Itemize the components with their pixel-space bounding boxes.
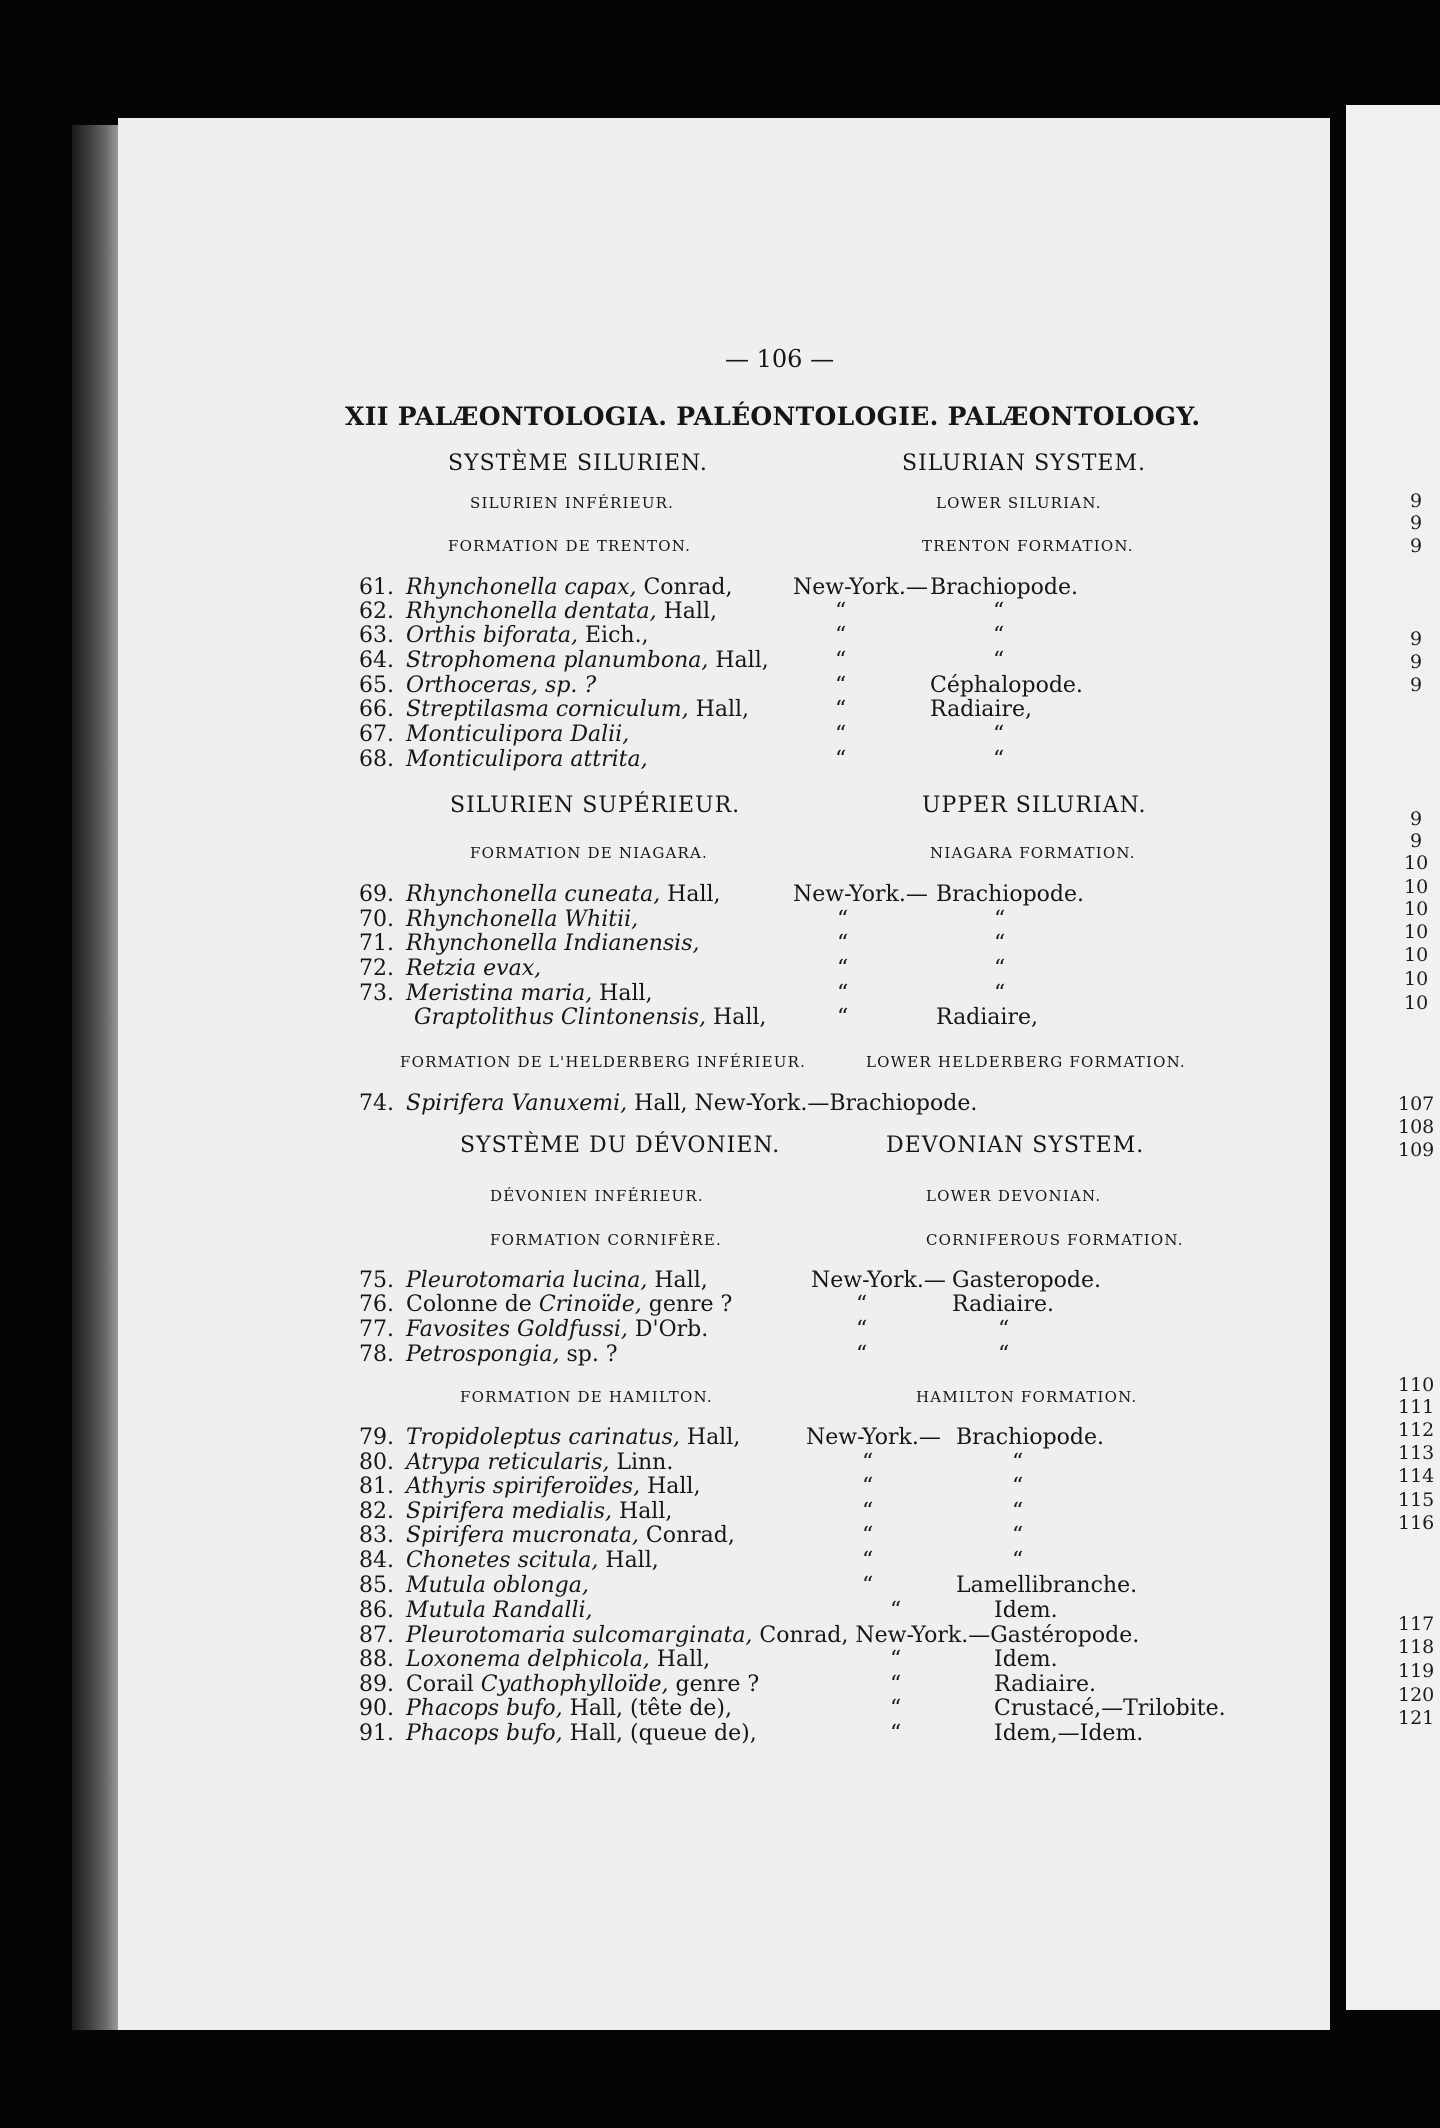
entry-locality: “ xyxy=(856,1292,868,1317)
adjacent-page-number: 10 xyxy=(1404,992,1429,1014)
species-name: Colonne de xyxy=(406,1292,539,1317)
adjacent-page-number: 110 xyxy=(1398,1374,1435,1396)
entry-number: 63. xyxy=(359,623,394,648)
entry-species xyxy=(406,1091,977,1117)
section-heading-en: DEVONIAN SYSTEM. xyxy=(886,1133,1145,1158)
entry-number: 90. xyxy=(359,1696,394,1721)
adjacent-page-number: 10 xyxy=(1404,968,1429,990)
adjacent-page-number: 118 xyxy=(1398,1636,1435,1658)
entry-number: 66. xyxy=(359,697,394,722)
adjacent-page-number: 120 xyxy=(1398,1684,1435,1706)
species-name: Favosites Goldfussi, xyxy=(406,1317,628,1342)
entry-number: 79. xyxy=(359,1425,394,1450)
entry-classification: Idem. xyxy=(994,1598,1058,1623)
subsection-heading-fr: FORMATION CORNIFÈRE. xyxy=(490,1231,722,1249)
section-heading-fr: SYSTÈME SILURIEN. xyxy=(448,451,708,476)
entry-locality: New-York.— xyxy=(793,575,928,600)
entry-locality: “ xyxy=(890,1672,902,1697)
adjacent-page-number: 114 xyxy=(1398,1465,1435,1487)
subsection-heading-fr: SILURIEN INFÉRIEUR. xyxy=(470,494,675,512)
entry-number: 81. xyxy=(359,1474,394,1499)
species-name: Rhynchonella capax, xyxy=(406,575,637,600)
species-author: Hall, xyxy=(649,1647,711,1672)
entry-species xyxy=(406,1721,757,1747)
entry-classification: “ xyxy=(998,1342,1010,1367)
entry-classification: “ xyxy=(1012,1499,1024,1524)
entry-locality: “ xyxy=(835,673,847,698)
species-author: Hall, xyxy=(706,1005,767,1030)
book-page xyxy=(118,118,1330,2030)
subsection-heading-fr: FORMATION DE L'HELDERBERG INFÉRIEUR. xyxy=(400,1053,807,1071)
species-name: Petrospongia, xyxy=(406,1342,560,1367)
entry-species xyxy=(406,1523,735,1549)
section-heading-fr: SYSTÈME DU DÉVONIEN. xyxy=(460,1133,781,1158)
species-name: Phacops bufo, xyxy=(406,1721,563,1746)
entry-locality: “ xyxy=(835,747,847,772)
species-name: Monticulipora Dalii, xyxy=(406,722,630,747)
entry-classification: Gasteropode. xyxy=(952,1268,1102,1293)
species-author: Hall, xyxy=(679,1425,741,1450)
species-author: sp. ? xyxy=(559,1342,618,1367)
entry-locality: “ xyxy=(835,648,847,673)
entry-locality: New-York.— xyxy=(811,1268,946,1293)
entry-classification: “ xyxy=(993,747,1005,772)
entry-species xyxy=(406,956,541,982)
species-author: Hall, xyxy=(660,882,721,907)
entry-locality: “ xyxy=(835,623,847,648)
entry-number: 68. xyxy=(359,747,394,772)
entry-species xyxy=(406,931,700,957)
section-heading-fr: SILURIEN SUPÉRIEUR. xyxy=(450,793,741,818)
species-author: Conrad, xyxy=(636,575,733,600)
entry-species xyxy=(406,1696,732,1722)
entry-number: 69. xyxy=(359,882,394,907)
entry-species xyxy=(406,673,596,699)
section-heading-en: SILURIAN SYSTEM. xyxy=(902,451,1147,476)
entry-locality: “ xyxy=(856,1342,868,1367)
adjacent-page-number: 119 xyxy=(1398,1660,1435,1682)
entry-classification: “ xyxy=(993,599,1005,624)
entry-number: 77. xyxy=(359,1317,394,1342)
adjacent-page-number: 111 xyxy=(1398,1396,1435,1418)
entry-species xyxy=(406,697,749,723)
adjacent-page-number: 115 xyxy=(1398,1489,1435,1511)
entry-number: 78. xyxy=(359,1342,394,1367)
entry-species xyxy=(406,1317,708,1343)
species-name: Tropidoleptus carinatus, xyxy=(406,1425,680,1450)
entry-species xyxy=(406,1292,732,1318)
entry-locality: “ xyxy=(862,1499,874,1524)
species-name-italic: Crinoïde, xyxy=(538,1292,642,1317)
entry-locality: “ xyxy=(837,956,849,981)
species-author: Hall, xyxy=(656,599,717,624)
species-name: Athyris spiriferoïdes, xyxy=(406,1474,641,1499)
entry-number: 72. xyxy=(359,956,394,981)
entry-classification: “ xyxy=(993,648,1005,673)
species-author: genre ? xyxy=(641,1292,733,1317)
adjacent-page-number: 10 xyxy=(1404,876,1429,898)
entry-locality: “ xyxy=(890,1696,902,1721)
entry-classification: “ xyxy=(1012,1474,1024,1499)
adjacent-page-number: 112 xyxy=(1398,1419,1435,1441)
subsection-heading-fr: DÉVONIEN INFÉRIEUR. xyxy=(490,1187,704,1205)
entry-classification: Brachiopode. xyxy=(956,1425,1104,1450)
entry-classification: Radiaire, xyxy=(936,1005,1038,1030)
adjacent-page-number: 107 xyxy=(1398,1093,1435,1115)
adjacent-page-number: 9 xyxy=(1410,628,1423,650)
entry-species xyxy=(406,981,653,1007)
adjacent-page-number: 9 xyxy=(1410,808,1423,830)
entry-classification: “ xyxy=(998,1317,1010,1342)
entry-locality: “ xyxy=(856,1317,868,1342)
species-name: Spirifera medialis, xyxy=(406,1499,613,1524)
species-author: Linn. xyxy=(609,1450,674,1475)
species-name: Loxonema delphicola, xyxy=(406,1647,650,1672)
entry-species xyxy=(406,1425,740,1451)
adjacent-page-number: 9 xyxy=(1410,512,1423,534)
adjacent-page-number: 10 xyxy=(1404,944,1429,966)
entry-number: 88. xyxy=(359,1647,394,1672)
adjacent-page-number: 10 xyxy=(1404,898,1429,920)
entry-classification: “ xyxy=(994,931,1006,956)
section-heading-en: UPPER SILURIAN. xyxy=(922,793,1147,818)
species-name: Corail xyxy=(406,1672,481,1697)
entry-species xyxy=(406,1342,618,1368)
entry-classification: Lamellibranche. xyxy=(956,1573,1138,1598)
entry-number: 65. xyxy=(359,673,394,698)
entry-species xyxy=(414,1005,766,1031)
entry-classification: “ xyxy=(994,907,1006,932)
entry-classification: Radiaire. xyxy=(952,1292,1054,1317)
species-author: Hall, xyxy=(708,648,769,673)
entry-classification: Radiaire, xyxy=(930,697,1032,722)
entry-locality: New-York.— xyxy=(806,1425,941,1450)
species-name: Pleurotomaria sulcomarginata, xyxy=(406,1623,753,1648)
entry-number: 84. xyxy=(359,1548,394,1573)
species-name: Orthoceras, sp. ? xyxy=(406,673,597,698)
entry-locality: “ xyxy=(890,1598,902,1623)
species-name: Mutula Randalli, xyxy=(406,1598,593,1623)
species-name: Rhynchonella Whitii, xyxy=(406,907,639,932)
subsection-heading-fr: FORMATION DE TRENTON. xyxy=(448,537,692,555)
entry-number: 75. xyxy=(359,1268,394,1293)
entry-classification: “ xyxy=(1012,1523,1024,1548)
entry-species xyxy=(406,1623,1139,1649)
species-author: Hall, xyxy=(592,981,653,1006)
species-author: Hall, (queue de), xyxy=(562,1721,757,1746)
entry-classification: Idem,—Idem. xyxy=(994,1721,1144,1746)
species-name: Atrypa reticularis, xyxy=(406,1450,610,1475)
entry-species xyxy=(406,1647,710,1673)
entry-species xyxy=(406,1598,593,1624)
entry-locality: “ xyxy=(890,1721,902,1746)
entry-number: 80. xyxy=(359,1450,394,1475)
entry-locality: “ xyxy=(837,1005,849,1030)
entry-classification: “ xyxy=(993,623,1005,648)
entry-classification: Brachiopode. xyxy=(930,575,1078,600)
species-name: Streptilasma corniculum, xyxy=(406,697,689,722)
entry-classification: “ xyxy=(994,981,1006,1006)
adjacent-page-number: 9 xyxy=(1410,651,1423,673)
entry-species xyxy=(406,747,648,773)
entry-number: 91. xyxy=(359,1721,394,1746)
entry-number: 82. xyxy=(359,1499,394,1524)
species-author: genre ? xyxy=(668,1672,760,1697)
entry-species xyxy=(406,1474,700,1500)
entry-species xyxy=(406,722,629,748)
entry-classification: “ xyxy=(993,722,1005,747)
entry-number: 64. xyxy=(359,648,394,673)
entry-species xyxy=(406,1548,659,1574)
entry-classification: Crustacé,—Trilobite. xyxy=(994,1696,1226,1721)
species-name: Phacops bufo, xyxy=(406,1696,563,1721)
species-name: Rhynchonella dentata, xyxy=(406,599,657,624)
entry-locality: “ xyxy=(837,981,849,1006)
entry-number: 61. xyxy=(359,575,394,600)
entry-species xyxy=(406,1672,759,1698)
species-name: Mutula oblonga, xyxy=(406,1573,589,1598)
subsection-heading-en: CORNIFEROUS FORMATION. xyxy=(926,1231,1184,1249)
species-author: Eich., xyxy=(577,623,649,648)
species-author: Hall, (tête de), xyxy=(562,1696,732,1721)
adjacent-page-edge xyxy=(1346,105,1440,2010)
subsection-heading-en: NIAGARA FORMATION. xyxy=(930,844,1136,862)
adjacent-page-number: 9 xyxy=(1410,535,1423,557)
entry-locality: “ xyxy=(837,931,849,956)
entry-classification: Céphalopode. xyxy=(930,673,1083,698)
entry-locality: “ xyxy=(837,907,849,932)
subsection-heading-en: TRENTON FORMATION. xyxy=(922,537,1134,555)
entry-species xyxy=(406,1499,672,1525)
entry-species xyxy=(406,882,721,908)
species-name: Spirifera mucronata, xyxy=(406,1523,639,1548)
entry-number: 74. xyxy=(359,1091,394,1116)
species-name: Meristina maria, xyxy=(406,981,593,1006)
species-author: Hall, xyxy=(647,1268,708,1293)
entry-number: 85. xyxy=(359,1573,394,1598)
species-name: Chonetes scitula, xyxy=(406,1548,599,1573)
adjacent-page-number: 9 xyxy=(1410,674,1423,696)
book-spine xyxy=(72,125,122,2030)
entry-species xyxy=(406,648,769,674)
entry-locality: “ xyxy=(862,1548,874,1573)
species-author: Hall, xyxy=(598,1548,659,1573)
entry-classification: “ xyxy=(994,956,1006,981)
subsection-heading-fr: FORMATION DE NIAGARA. xyxy=(470,844,709,862)
entry-number: 71. xyxy=(359,931,394,956)
species-name: Monticulipora attrita, xyxy=(406,747,648,772)
species-name: Retzia evax, xyxy=(406,956,542,981)
species-name: Pleurotomaria lucina, xyxy=(406,1268,648,1293)
species-author: Hall, xyxy=(688,697,750,722)
entry-locality: “ xyxy=(862,1474,874,1499)
subsection-heading-en: LOWER DEVONIAN. xyxy=(926,1187,1102,1205)
entry-classification: “ xyxy=(1012,1450,1024,1475)
entry-number: 76. xyxy=(359,1292,394,1317)
entry-locality: “ xyxy=(890,1647,902,1672)
adjacent-page-number: 113 xyxy=(1398,1442,1435,1464)
species-name: Strophomena planumbona, xyxy=(406,648,709,673)
entry-classification: Radiaire. xyxy=(994,1672,1096,1697)
adjacent-page-number: 121 xyxy=(1398,1707,1435,1729)
entry-number: 70. xyxy=(359,907,394,932)
species-name: Rhynchonella cuneata, xyxy=(406,882,661,907)
entry-locality: “ xyxy=(862,1573,874,1598)
entry-classification: Idem. xyxy=(994,1647,1058,1672)
adjacent-page-number: 9 xyxy=(1410,490,1423,512)
adjacent-page-number: 117 xyxy=(1398,1613,1435,1635)
entry-species xyxy=(406,623,649,649)
page-heading: XII PALÆONTOLOGIA. PALÉONTOLOGIE. PALÆONTOLOGY. xyxy=(345,402,1201,431)
subsection-heading-en: LOWER HELDERBERG FORMATION. xyxy=(866,1053,1186,1071)
entry-number: 87. xyxy=(359,1623,394,1648)
entry-species xyxy=(406,1573,589,1599)
entry-number: 89. xyxy=(359,1672,394,1697)
adjacent-page-number: 109 xyxy=(1398,1139,1435,1161)
entry-species xyxy=(406,1268,708,1294)
entry-number: 86. xyxy=(359,1598,394,1623)
species-author: Hall, xyxy=(612,1499,673,1524)
entry-species xyxy=(406,599,717,625)
entry-locality: “ xyxy=(862,1523,874,1548)
species-author: D'Orb. xyxy=(627,1317,709,1342)
adjacent-page-number: 10 xyxy=(1404,852,1429,874)
page-number: — 106 — xyxy=(725,345,835,373)
entry-locality: “ xyxy=(862,1450,874,1475)
species-author: Conrad, New-York.—Gastéropode. xyxy=(752,1623,1140,1648)
entry-number: 73. xyxy=(359,981,394,1006)
entry-locality: New-York.— xyxy=(793,882,928,907)
adjacent-page-number: 9 xyxy=(1410,830,1423,852)
species-author: Conrad, xyxy=(638,1523,735,1548)
subsection-heading-en: HAMILTON FORMATION. xyxy=(916,1388,1138,1406)
entry-number: 62. xyxy=(359,599,394,624)
species-name: Orthis biforata, xyxy=(406,623,578,648)
species-name: Rhynchonella Indianensis, xyxy=(406,931,700,956)
species-author: Hall, New-York.—Brachiopode. xyxy=(627,1091,978,1116)
entry-classification: Brachiopode. xyxy=(936,882,1084,907)
entry-species xyxy=(406,907,638,933)
entry-species xyxy=(406,575,732,601)
entry-classification: “ xyxy=(1012,1548,1024,1573)
subsection-heading-fr: FORMATION DE HAMILTON. xyxy=(460,1388,713,1406)
adjacent-page-number: 116 xyxy=(1398,1512,1435,1534)
species-name: Graptolithus Clintonensis, xyxy=(414,1005,707,1030)
entry-number: 83. xyxy=(359,1523,394,1548)
entry-locality: “ xyxy=(835,722,847,747)
subsection-heading-en: LOWER SILURIAN. xyxy=(936,494,1102,512)
species-name: Spirifera Vanuxemi, xyxy=(406,1091,628,1116)
species-author: Hall, xyxy=(640,1474,701,1499)
adjacent-page-number: 108 xyxy=(1398,1116,1435,1138)
species-name-italic: Cyathophylloïde, xyxy=(480,1672,669,1697)
entry-species xyxy=(406,1450,673,1476)
adjacent-page-number: 10 xyxy=(1404,921,1429,943)
entry-locality: “ xyxy=(835,697,847,722)
entry-number: 67. xyxy=(359,722,394,747)
entry-locality: “ xyxy=(835,599,847,624)
